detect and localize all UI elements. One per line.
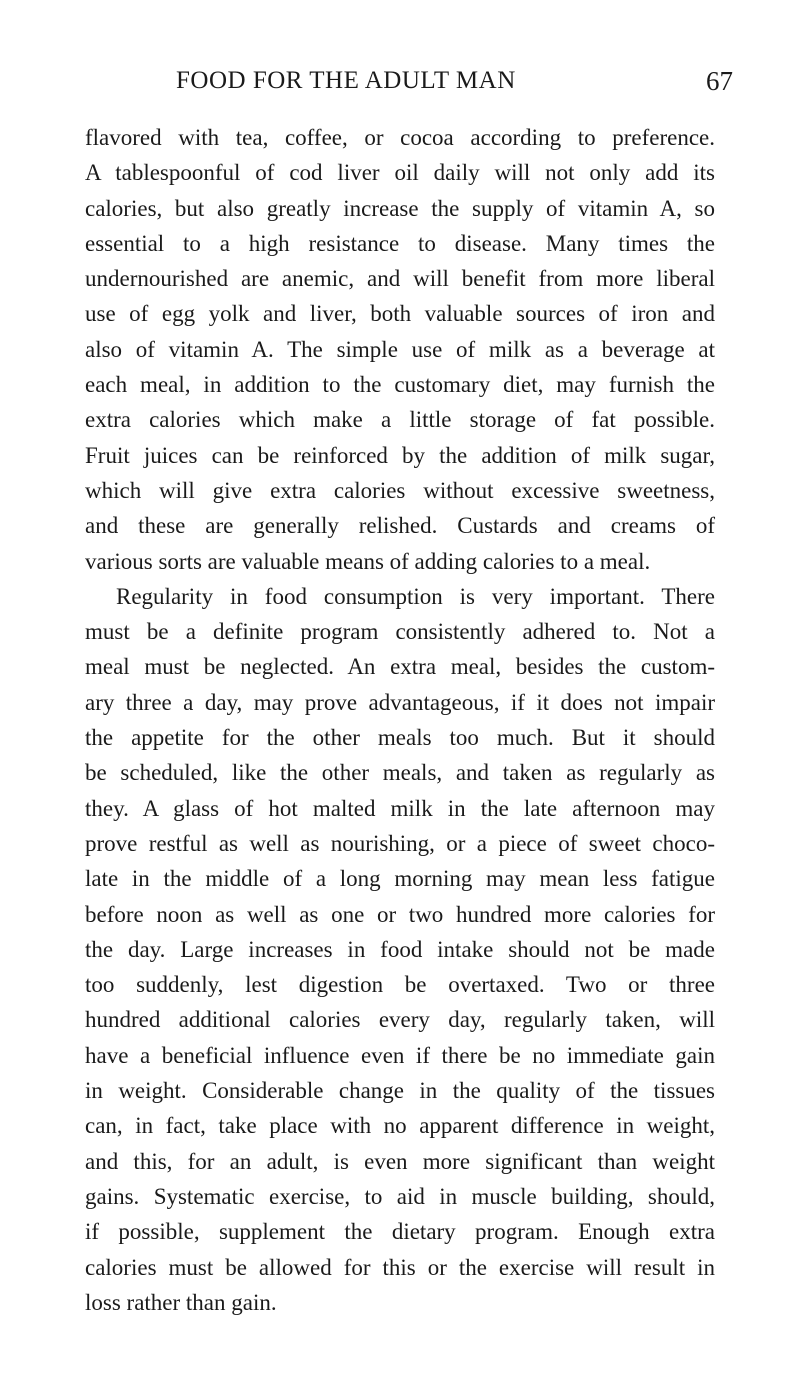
- text-line: they. A glass of hot malted milk in the late afternoon may: [85, 795, 715, 821]
- text-line: before noon as well as one or two hundred more calories for: [85, 901, 715, 927]
- text-line: and these are generally relished. Custards and creams of: [85, 513, 715, 539]
- text-line: Regularity in food consumption is very important. There: [116, 583, 715, 609]
- text-line: the day. Large increases in food intake should not be made: [85, 936, 715, 962]
- text-line: too suddenly, lest digestion be overtaxed. Two or three: [85, 972, 715, 998]
- text-line: calories, but also greatly increase the supply of vitamin A, so: [85, 195, 715, 221]
- text-line: A tablespoonful of cod liver oil daily will not only add its: [85, 160, 715, 186]
- text-line: must be a definite program consistently adhered to. Not a: [85, 619, 715, 645]
- text-line: Fruit juices can be reinforced by the addition of milk sugar,: [85, 442, 715, 468]
- text-line: use of egg yolk and liver, both valuable sources of iron and: [85, 301, 715, 327]
- text-line: each meal, in addition to the customary diet, may furnish the: [85, 372, 715, 398]
- text-line: undernourished are anemic, and will benefit from more liberal: [85, 266, 715, 292]
- text-line: hundred additional calories every day, regularly taken, will: [85, 1007, 715, 1033]
- text-line: and this, for an adult, is even more significant than weight: [85, 1148, 715, 1174]
- body-text: [85, 120, 715, 1320]
- text-line: if possible, supplement the dietary program. Enough extra: [85, 1219, 715, 1245]
- text-line: loss rather than gain.: [85, 1289, 277, 1315]
- text-line: flavored with tea, coffee, or cocoa according to preference.: [85, 125, 715, 150]
- text-line: can, in fact, take place with no apparent difference in weight,: [85, 1113, 715, 1139]
- text-line: prove restful as well as nourishing, or a piece of sweet choco-: [85, 830, 715, 856]
- text-line: late in the middle of a long morning may mean less fatigue: [85, 866, 715, 892]
- text-line: gains. Systematic exercise, to aid in muscle building, should,: [85, 1183, 715, 1209]
- text-line: essential to a high resistance to disease. Many times the: [85, 230, 715, 256]
- text-line: the appetite for the other meals too much. But it should: [85, 725, 715, 751]
- text-line: which will give extra calories without excessive sweetness,: [85, 477, 715, 503]
- running-head: FOOD FOR THE ADULT MAN: [176, 67, 516, 94]
- text-line: various sorts are valuable means of adding calories to a meal.: [85, 548, 651, 574]
- page-number: 67: [706, 66, 733, 96]
- text-line: ary three a day, may prove advantageous, if it does not impair: [85, 689, 715, 715]
- text-line: calories must be allowed for this or the exercise will result in: [85, 1254, 715, 1280]
- text-line: extra calories which make a little storage of fat possible.: [85, 407, 715, 433]
- text-line: have a beneficial influence even if there be no immediate gain: [85, 1042, 715, 1068]
- text-line: in weight. Considerable change in the quality of the tissues: [85, 1078, 715, 1104]
- text-line: be scheduled, like the other meals, and taken as regularly as: [85, 760, 715, 786]
- text-line: also of vitamin A. The simple use of milk as a beverage at: [85, 336, 715, 362]
- text-line: meal must be neglected. An extra meal, besides the custom-: [85, 654, 715, 680]
